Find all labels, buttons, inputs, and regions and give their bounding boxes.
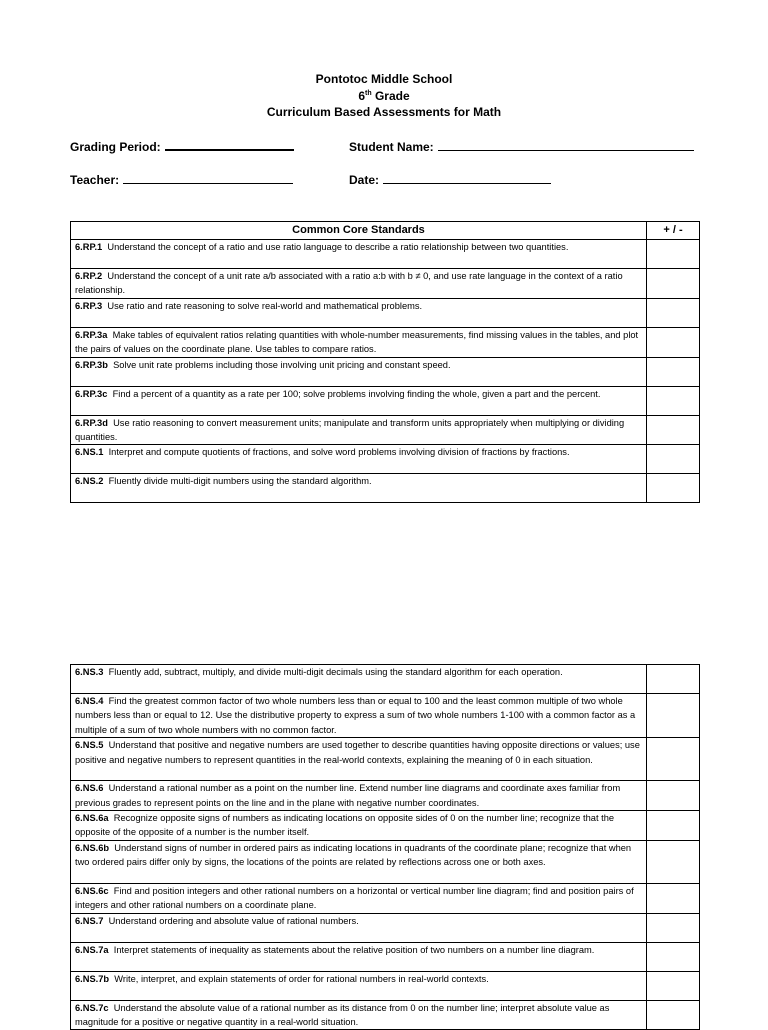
standard-row [71, 665, 700, 694]
standard-row [71, 240, 700, 269]
mark-cell[interactable] [647, 1000, 700, 1030]
standard-cell [71, 269, 647, 299]
standard-cell [71, 445, 647, 474]
mark-cell[interactable] [647, 474, 700, 503]
standard-description: Understand the concept of a unit rate a/b associated with a ratio a:b with b ≠ 0, and use rate language in the context of a ratio relationship. [75, 271, 623, 296]
standards-table-1 [70, 221, 700, 503]
standard-description: Understand that positive and negative numbers are used together to describe quantities having opposite directions or values; use positive and negative numbers to represent quantities in the real-world contexts, explaining the meaning of 0 in each situation. [75, 740, 640, 765]
grading-period-label: Grading Period: [70, 140, 161, 154]
standard-code: 6.RP.3b [75, 359, 108, 370]
grade-line [0, 88, 768, 105]
standard-row [71, 694, 700, 738]
student-name-label: Student Name: [349, 140, 434, 154]
standard-cell [71, 913, 647, 942]
standard-cell [71, 840, 647, 883]
mark-cell[interactable] [647, 811, 700, 841]
document-header [0, 71, 768, 121]
standard-description: Recognize opposite signs of numbers as indicating locations on opposite sides of 0 on the number line; recognize that the opposite of the opposite of a number is the number itself. [75, 813, 615, 838]
mark-cell[interactable] [647, 298, 700, 327]
mark-cell[interactable] [647, 781, 700, 811]
standard-description: Fluently add, subtract, multiply, and divide multi-digit decimals using the standard algorithm for each operation. [108, 667, 563, 677]
standard-description: Find a percent of a quantity as a rate per 100; solve problems involving finding the whole, given a part and the percent. [112, 388, 601, 399]
standard-code: 6.NS.7a [75, 944, 109, 955]
standard-description: Find and position integers and other rational numbers on a horizontal or vertical number line diagram; find and position pairs of integers and other rational numbers on a coordinate plane. [75, 885, 634, 911]
standard-description: Understand ordering and absolute value of rational numbers. [108, 915, 359, 926]
standard-row [71, 269, 700, 299]
standard-row [71, 445, 700, 474]
standard-code: 6.NS.7 [75, 915, 104, 926]
standard-row [71, 883, 700, 913]
standard-code: 6.NS.3 [75, 667, 104, 677]
standard-row [71, 811, 700, 841]
standard-cell [71, 694, 647, 738]
student-name-field[interactable] [349, 140, 694, 154]
standard-row [71, 386, 700, 415]
standard-code: 6.RP.2 [75, 271, 103, 281]
standard-cell [71, 298, 647, 327]
grading-period-blank[interactable] [165, 148, 294, 151]
standard-row [71, 1000, 700, 1030]
standard-cell [71, 1000, 647, 1030]
standard-description: Understand a rational number as a point on the number line. Extend number line diagrams and coordinate axes familiar from previous grades to represent points on the line and in the plane with negative number coordinates. [75, 783, 621, 808]
mark-cell[interactable] [647, 913, 700, 942]
standard-code: 6.RP.3c [75, 388, 108, 399]
date-label: Date: [349, 173, 380, 187]
mark-cell[interactable] [647, 738, 700, 781]
standard-code: 6.NS.6b [75, 842, 110, 853]
standard-row [71, 298, 700, 327]
teacher-label: Teacher: [70, 173, 120, 187]
standard-cell [71, 781, 647, 811]
mark-column-header: + / - [647, 222, 700, 240]
standard-description: Write, interpret, and explain statements of order for rational numbers in real-world contexts. [114, 973, 489, 984]
standard-cell [71, 942, 647, 971]
mark-cell[interactable] [647, 971, 700, 1000]
standard-description: Understand the concept of a ratio and use ratio language to describe a ratio relationship between two quantities. [107, 242, 569, 252]
standard-cell [71, 665, 647, 694]
standard-code: 6.NS.6a [75, 813, 109, 824]
standard-description: Solve unit rate problems including those involving unit pricing and constant speed. [113, 359, 451, 370]
standard-code: 6.RP.1 [75, 242, 103, 252]
school-name: Pontotoc Middle School [315, 72, 453, 86]
standard-row [71, 415, 700, 445]
mark-cell[interactable] [647, 883, 700, 913]
date-field[interactable] [349, 173, 551, 187]
standard-row [71, 781, 700, 811]
standard-code: 6.NS.2 [75, 476, 104, 487]
standard-description: Fluently divide multi-digit numbers using the standard algorithm. [108, 476, 372, 487]
standard-code: 6.NS.5 [75, 740, 104, 751]
mark-cell[interactable] [647, 269, 700, 299]
standard-code: 6.NS.1 [75, 447, 104, 458]
mark-cell[interactable] [647, 327, 700, 357]
mark-cell[interactable] [647, 942, 700, 971]
standard-cell [71, 738, 647, 781]
standard-code: 6.NS.7b [75, 973, 110, 984]
teacher-blank[interactable] [123, 182, 293, 184]
grade-suffix: th [365, 89, 372, 97]
mark-cell[interactable] [647, 386, 700, 415]
standard-cell [71, 883, 647, 913]
standard-cell [71, 240, 647, 269]
standard-code: 6.NS.6 [75, 783, 104, 794]
standard-code: 6.RP.3a [75, 329, 108, 340]
standard-description: Understand signs of number in ordered pairs as indicating locations in quadrants of the coordinate plane; recognize that when two ordered pairs differ only by signs, the locations of the points are related by reflections across one or both axes. [75, 842, 632, 868]
date-blank[interactable] [383, 182, 551, 184]
standard-description: Use ratio reasoning to convert measurement units; manipulate and transform units appropriately when multiplying or dividing quantities. [75, 417, 625, 443]
standard-row [71, 738, 700, 781]
standard-row [71, 840, 700, 883]
table-header-row [71, 222, 700, 240]
standards-table-2 [70, 664, 700, 1030]
standard-cell [71, 386, 647, 415]
grade-word: Grade [374, 88, 410, 103]
standard-description: Interpret statements of inequality as statements about the relative position of two numbers on a number line diagram. [113, 944, 595, 955]
standard-description: Understand the absolute value of a rational number as its distance from 0 on the number line; interpret absolute value as magnitude for a positive or negative quantity in a real-world situation. [75, 1002, 610, 1028]
standard-code: 6.NS.6c [75, 885, 109, 896]
grading-period-field[interactable] [70, 140, 294, 154]
standard-row [71, 357, 700, 386]
standard-description: Interpret and compute quotients of fractions, and solve word problems involving division of fractions by fractions. [108, 447, 570, 458]
standard-description: Use ratio and rate reasoning to solve real-world and mathematical problems. [107, 300, 423, 311]
standard-cell [71, 811, 647, 841]
standard-row [71, 913, 700, 942]
standard-cell [71, 971, 647, 1000]
mark-cell[interactable] [647, 415, 700, 445]
standard-code: 6.NS.7c [75, 1002, 109, 1013]
grade-number: 6 [358, 88, 366, 103]
mark-cell[interactable] [647, 445, 700, 474]
mark-cell[interactable] [647, 240, 700, 269]
mark-cell[interactable] [647, 694, 700, 738]
standard-cell [71, 357, 647, 386]
standards-column-header: Common Core Standards [71, 222, 647, 240]
standard-description: Make tables of equivalent ratios relating quantities with whole-number measurements, find missing values in the tables, and plot the pairs of values on the coordinate plane. Use tables to compare ratios. [75, 329, 639, 355]
standard-row [71, 971, 700, 1000]
standard-row [71, 327, 700, 357]
mark-cell[interactable] [647, 665, 700, 694]
standard-row [71, 474, 700, 503]
mark-cell[interactable] [647, 840, 700, 883]
document-title: Curriculum Based Assessments for Math [266, 105, 502, 119]
standard-code: 6.NS.4 [75, 696, 104, 706]
standard-cell [71, 415, 647, 445]
mark-cell[interactable] [647, 357, 700, 386]
standard-code: 6.RP.3d [75, 417, 108, 428]
student-name-blank[interactable] [438, 149, 694, 151]
teacher-field[interactable] [70, 173, 293, 187]
standard-row [71, 942, 700, 971]
standard-cell [71, 327, 647, 357]
standard-code: 6.RP.3 [75, 300, 103, 311]
standard-description: Find the greatest common factor of two whole numbers less than or equal to 100 and the least common multiple of two whole numbers less than or equal to 12. Use the distributive property to express a sum of two whole numbers 1-100 with a common factor as a multiple of a sum of two whole numbers with no common factor. [75, 696, 636, 735]
standard-cell [71, 474, 647, 503]
